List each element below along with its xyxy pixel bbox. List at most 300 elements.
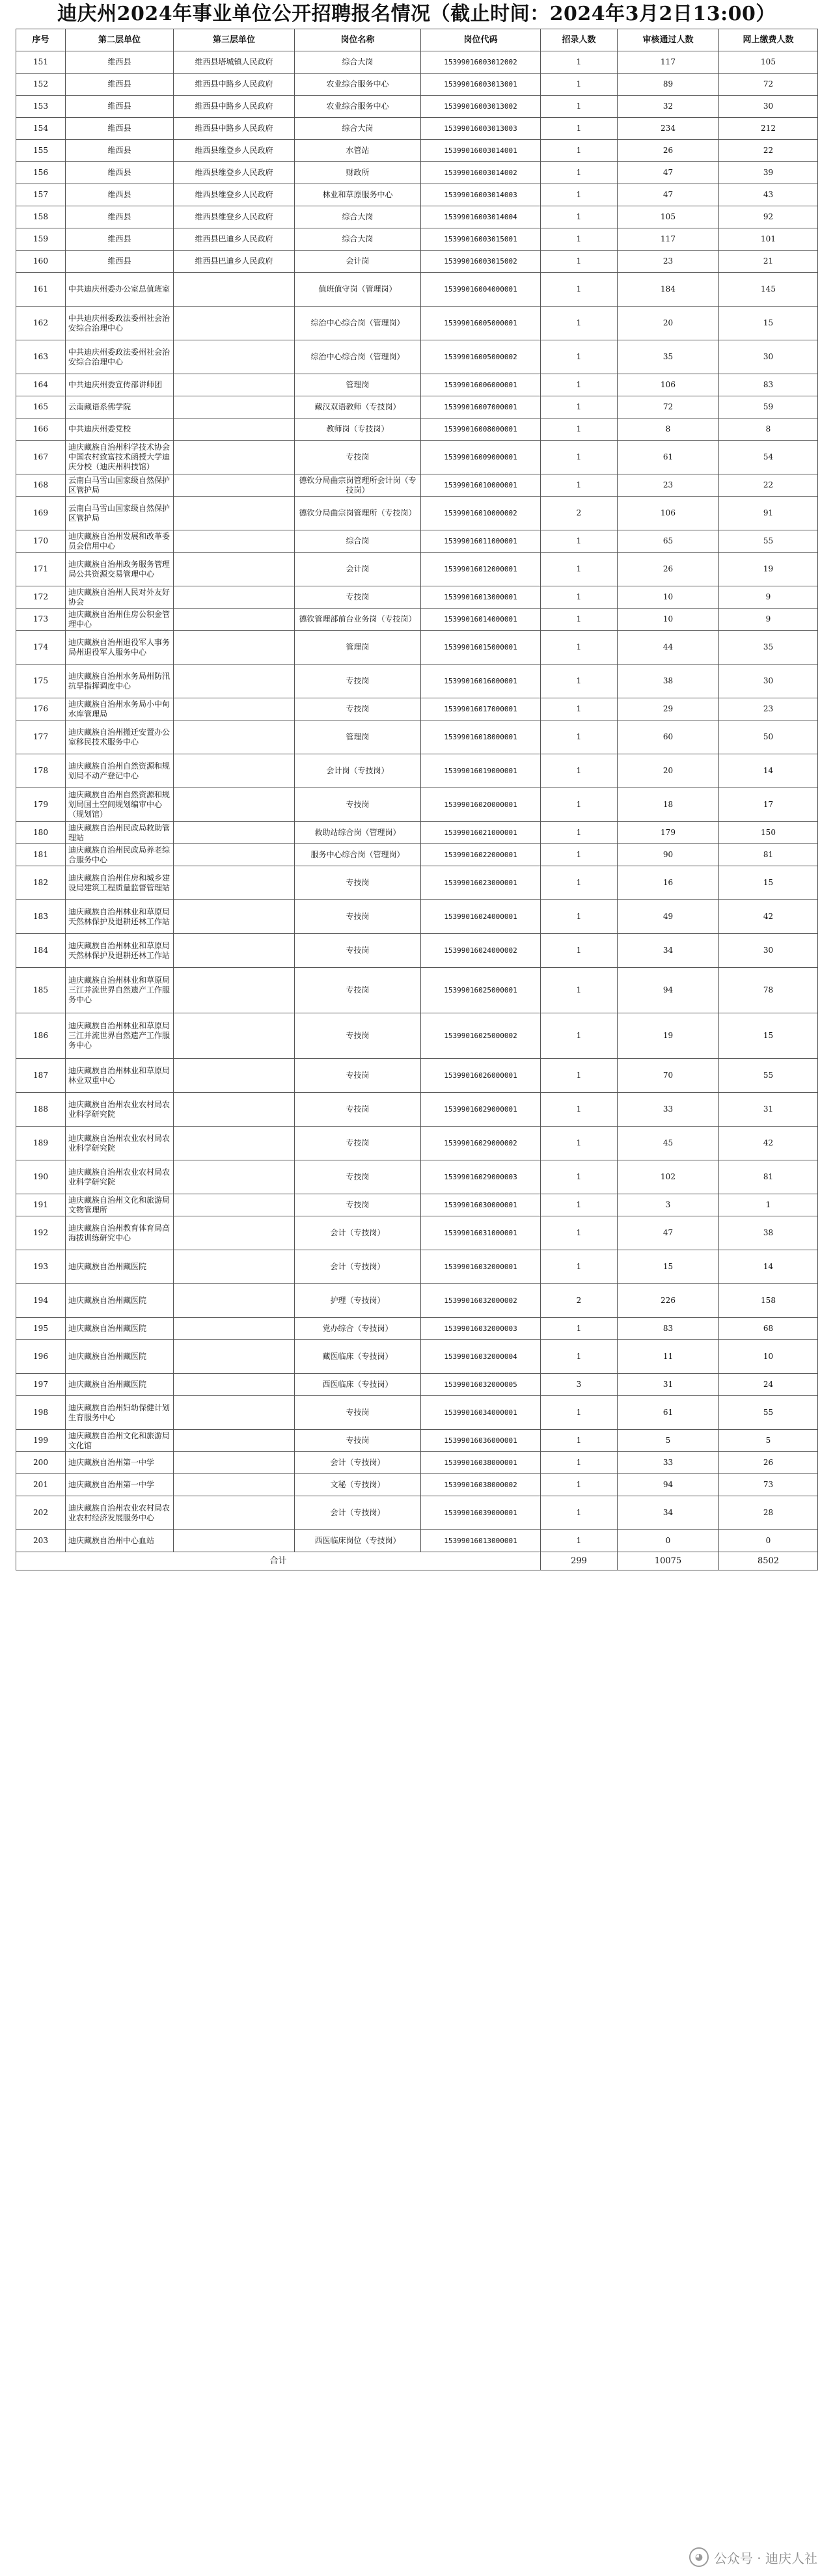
cell-position-name: 专技岗 — [295, 1127, 421, 1160]
cell-position-code: 15399016017000001 — [421, 698, 541, 720]
cell-unit-level3 — [174, 1530, 295, 1552]
cell-position-name: 护理（专技岗） — [295, 1284, 421, 1318]
cell-position-code: 15399016032000003 — [421, 1318, 541, 1340]
cell-unit-level3 — [174, 1430, 295, 1452]
cell-unit-level2: 中共迪庆州委党校 — [66, 418, 174, 441]
cell-unit-level2: 维西县 — [66, 74, 174, 96]
cell-paid-count: 15 — [719, 1013, 818, 1059]
cell-paid-count: 28 — [719, 1496, 818, 1530]
table-row — [16, 665, 818, 698]
cell-unit-level3: 维西县中路乡人民政府 — [174, 118, 295, 140]
cell-paid-count: 78 — [719, 968, 818, 1013]
cell-recruit-count: 1 — [541, 1318, 618, 1340]
cell-position-name: 综治中心综合岗（管理岗） — [295, 340, 421, 374]
cell-position-code: 15399016029000001 — [421, 1093, 541, 1127]
cell-approved-count: 8 — [618, 418, 719, 441]
table-row — [16, 497, 818, 530]
cell-paid-count: 30 — [719, 96, 818, 118]
cell-index: 163 — [16, 340, 66, 374]
cell-unit-level2: 迪庆藏族自治州林业和草原局林业双重中心 — [66, 1059, 174, 1093]
cell-unit-level2: 云南藏语系佛学院 — [66, 396, 174, 418]
cell-unit-level3 — [174, 340, 295, 374]
cell-recruit-count: 1 — [541, 96, 618, 118]
cell-approved-count: 106 — [618, 374, 719, 396]
cell-recruit-count: 1 — [541, 474, 618, 497]
cell-position-name: 专技岗 — [295, 441, 421, 474]
cell-approved-count: 83 — [618, 1318, 719, 1340]
cell-unit-level3 — [174, 1160, 295, 1194]
table-row — [16, 273, 818, 307]
cell-unit-level2: 维西县 — [66, 118, 174, 140]
cell-index: 184 — [16, 934, 66, 968]
cell-unit-level2: 维西县 — [66, 162, 174, 184]
cell-recruit-count: 1 — [541, 273, 618, 307]
cell-position-code: 15399016005000001 — [421, 307, 541, 340]
cell-unit-level3 — [174, 418, 295, 441]
cell-recruit-count: 1 — [541, 844, 618, 866]
cell-position-code: 15399016005000002 — [421, 340, 541, 374]
cell-paid-count: 31 — [719, 1093, 818, 1127]
cell-position-code: 15399016004000001 — [421, 273, 541, 307]
cell-index: 151 — [16, 51, 66, 74]
cell-index: 201 — [16, 1474, 66, 1496]
cell-position-code: 15399016011000001 — [421, 530, 541, 553]
cell-paid-count: 145 — [719, 273, 818, 307]
table-row — [16, 441, 818, 474]
cell-position-code: 15399016003013003 — [421, 118, 541, 140]
cell-position-code: 15399016003013002 — [421, 96, 541, 118]
cell-approved-count: 26 — [618, 140, 719, 162]
cell-index: 159 — [16, 228, 66, 251]
cell-index: 152 — [16, 74, 66, 96]
cell-approved-count: 47 — [618, 184, 719, 206]
cell-recruit-count: 1 — [541, 307, 618, 340]
cell-index: 172 — [16, 586, 66, 609]
cell-unit-level2: 迪庆藏族自治州水务局州防汛抗旱指挥调度中心 — [66, 665, 174, 698]
cell-position-code: 15399016003013001 — [421, 74, 541, 96]
cell-recruit-count: 1 — [541, 900, 618, 934]
header-position-code: 岗位代码 — [421, 29, 541, 51]
cell-position-code: 15399016003015002 — [421, 251, 541, 273]
cell-paid-count: 68 — [719, 1318, 818, 1340]
cell-paid-count: 14 — [719, 1250, 818, 1284]
cell-approved-count: 65 — [618, 530, 719, 553]
cell-unit-level2: 迪庆藏族自治州林业和草原局三江并流世界自然遗产工作服务中心 — [66, 968, 174, 1013]
cell-position-code: 15399016012000001 — [421, 553, 541, 586]
cell-unit-level3 — [174, 1374, 295, 1396]
table-header-row — [16, 29, 818, 51]
cell-position-code: 15399016003014001 — [421, 140, 541, 162]
cell-approved-count: 90 — [618, 844, 719, 866]
table-row — [16, 1430, 818, 1452]
cell-unit-level2: 迪庆藏族自治州藏医院 — [66, 1374, 174, 1396]
table-row — [16, 1160, 818, 1194]
table-row — [16, 788, 818, 822]
cell-position-name: 综合大岗 — [295, 51, 421, 74]
cell-paid-count: 30 — [719, 665, 818, 698]
cell-position-code: 15399016013000001 — [421, 1530, 541, 1552]
cell-position-name: 会计（专技岗） — [295, 1496, 421, 1530]
cell-paid-count: 10 — [719, 1340, 818, 1374]
cell-index: 181 — [16, 844, 66, 866]
cell-position-code: 15399016032000005 — [421, 1374, 541, 1396]
table-row — [16, 1374, 818, 1396]
cell-position-code: 15399016021000001 — [421, 822, 541, 844]
cell-approved-count: 45 — [618, 1127, 719, 1160]
table-row — [16, 1093, 818, 1127]
cell-recruit-count: 1 — [541, 51, 618, 74]
cell-unit-level2: 迪庆藏族自治州自然资源和规划局不动产登记中心 — [66, 754, 174, 788]
cell-recruit-count: 1 — [541, 396, 618, 418]
cell-paid-count: 21 — [719, 251, 818, 273]
cell-approved-count: 10 — [618, 609, 719, 631]
cell-unit-level2: 迪庆藏族自治州教育体育局高海拔训练研究中心 — [66, 1216, 174, 1250]
cell-paid-count: 17 — [719, 788, 818, 822]
cell-recruit-count: 1 — [541, 140, 618, 162]
cell-index: 193 — [16, 1250, 66, 1284]
cell-index: 161 — [16, 273, 66, 307]
cell-position-name: 专技岗 — [295, 1194, 421, 1216]
cell-position-name: 综合大岗 — [295, 206, 421, 228]
cell-approved-count: 23 — [618, 251, 719, 273]
cell-position-name: 藏医临床（专技岗） — [295, 1340, 421, 1374]
cell-position-name: 专技岗 — [295, 1160, 421, 1194]
table-row — [16, 720, 818, 754]
cell-unit-level2: 迪庆藏族自治州住房和城乡建设局建筑工程质量监督管理站 — [66, 866, 174, 900]
cell-approved-count: 47 — [618, 162, 719, 184]
table-row — [16, 1340, 818, 1374]
cell-unit-level3 — [174, 374, 295, 396]
cell-position-code: 15399016008000001 — [421, 418, 541, 441]
cell-paid-count: 42 — [719, 900, 818, 934]
cell-recruit-count: 1 — [541, 1496, 618, 1530]
cell-position-name: 会计（专技岗） — [295, 1452, 421, 1474]
header-approved-count: 审核通过人数 — [618, 29, 719, 51]
cell-index: 173 — [16, 609, 66, 631]
cell-approved-count: 32 — [618, 96, 719, 118]
cell-unit-level2: 迪庆藏族自治州住房公积金管理中心 — [66, 609, 174, 631]
cell-paid-count: 22 — [719, 140, 818, 162]
cell-unit-level3: 维西县维登乡人民政府 — [174, 162, 295, 184]
cell-recruit-count: 3 — [541, 1374, 618, 1396]
cell-position-name: 农业综合服务中心 — [295, 74, 421, 96]
cell-unit-level2: 维西县 — [66, 251, 174, 273]
cell-position-code: 15399016003014003 — [421, 184, 541, 206]
cell-paid-count: 38 — [719, 1216, 818, 1250]
cell-position-name: 林业和草原服务中心 — [295, 184, 421, 206]
cell-index: 182 — [16, 866, 66, 900]
cell-position-code: 15399016039000001 — [421, 1496, 541, 1530]
cell-recruit-count: 1 — [541, 374, 618, 396]
cell-index: 177 — [16, 720, 66, 754]
cell-recruit-count: 1 — [541, 698, 618, 720]
cell-unit-level3 — [174, 698, 295, 720]
table-row — [16, 1059, 818, 1093]
cell-index: 202 — [16, 1496, 66, 1530]
cell-index: 155 — [16, 140, 66, 162]
cell-position-name: 管理岗 — [295, 374, 421, 396]
cell-position-name: 专技岗 — [295, 665, 421, 698]
cell-paid-count: 35 — [719, 631, 818, 665]
cell-index: 157 — [16, 184, 66, 206]
cell-unit-level3 — [174, 1340, 295, 1374]
cell-unit-level3 — [174, 1127, 295, 1160]
cell-unit-level3 — [174, 754, 295, 788]
cell-paid-count: 83 — [719, 374, 818, 396]
cell-approved-count: 35 — [618, 340, 719, 374]
cell-approved-count: 49 — [618, 900, 719, 934]
cell-recruit-count: 1 — [541, 1396, 618, 1430]
table-row — [16, 553, 818, 586]
header-paid-count: 网上缴费人数 — [719, 29, 818, 51]
table-row — [16, 51, 818, 74]
cell-recruit-count: 1 — [541, 530, 618, 553]
cell-unit-level3 — [174, 720, 295, 754]
cell-unit-level3 — [174, 586, 295, 609]
cell-position-name: 党办综合（专技岗） — [295, 1318, 421, 1340]
cell-position-name: 管理岗 — [295, 720, 421, 754]
cell-paid-count: 14 — [719, 754, 818, 788]
table-row — [16, 162, 818, 184]
cell-recruit-count: 1 — [541, 665, 618, 698]
cell-unit-level3 — [174, 441, 295, 474]
table-row — [16, 900, 818, 934]
cell-recruit-count: 1 — [541, 1216, 618, 1250]
cell-unit-level2: 迪庆藏族自治州人民对外友好协会 — [66, 586, 174, 609]
cell-position-code: 15399016034000001 — [421, 1396, 541, 1430]
cell-recruit-count: 1 — [541, 118, 618, 140]
cell-position-name: 专技岗 — [295, 968, 421, 1013]
cell-recruit-count: 1 — [541, 586, 618, 609]
cell-unit-level3 — [174, 1093, 295, 1127]
cell-unit-level2: 迪庆藏族自治州水务局小中甸水库管理局 — [66, 698, 174, 720]
cell-paid-count: 42 — [719, 1127, 818, 1160]
cell-unit-level3 — [174, 396, 295, 418]
cell-approved-count: 94 — [618, 968, 719, 1013]
total-label: 合计 — [16, 1552, 541, 1570]
cell-position-code: 15399016022000001 — [421, 844, 541, 866]
table-row — [16, 1194, 818, 1216]
cell-unit-level2: 迪庆藏族自治州农业农村局农业科学研究院 — [66, 1093, 174, 1127]
cell-unit-level3 — [174, 497, 295, 530]
cell-unit-level3 — [174, 609, 295, 631]
cell-position-code: 15399016025000001 — [421, 968, 541, 1013]
cell-position-code: 15399016006000001 — [421, 374, 541, 396]
cell-index: 175 — [16, 665, 66, 698]
cell-paid-count: 59 — [719, 396, 818, 418]
table-row — [16, 1474, 818, 1496]
cell-unit-level2: 迪庆藏族自治州文化和旅游局文化馆 — [66, 1430, 174, 1452]
table-row — [16, 140, 818, 162]
cell-approved-count: 179 — [618, 822, 719, 844]
cell-position-name: 西医临床（专技岗） — [295, 1374, 421, 1396]
table-row — [16, 184, 818, 206]
cell-position-code: 15399016032000002 — [421, 1284, 541, 1318]
cell-index: 176 — [16, 698, 66, 720]
cell-unit-level3 — [174, 1059, 295, 1093]
cell-index: 164 — [16, 374, 66, 396]
cell-unit-level2: 迪庆藏族自治州林业和草原局三江并流世界自然遗产工作服务中心 — [66, 1013, 174, 1059]
cell-unit-level2: 维西县 — [66, 140, 174, 162]
cell-paid-count: 9 — [719, 586, 818, 609]
cell-unit-level2: 迪庆藏族自治州第一中学 — [66, 1474, 174, 1496]
cell-paid-count: 212 — [719, 118, 818, 140]
cell-position-code: 15399016030000001 — [421, 1194, 541, 1216]
cell-index: 166 — [16, 418, 66, 441]
cell-position-name: 专技岗 — [295, 1430, 421, 1452]
cell-position-code: 15399016003014004 — [421, 206, 541, 228]
cell-index: 169 — [16, 497, 66, 530]
cell-recruit-count: 1 — [541, 720, 618, 754]
cell-position-code: 15399016036000001 — [421, 1430, 541, 1452]
table-row — [16, 1496, 818, 1530]
cell-position-code: 15399016031000001 — [421, 1216, 541, 1250]
table-row — [16, 340, 818, 374]
cell-approved-count: 29 — [618, 698, 719, 720]
cell-unit-level3 — [174, 788, 295, 822]
cell-approved-count: 33 — [618, 1452, 719, 1474]
cell-index: 195 — [16, 1318, 66, 1340]
table-row — [16, 307, 818, 340]
cell-paid-count: 1 — [719, 1194, 818, 1216]
cell-paid-count: 55 — [719, 530, 818, 553]
cell-index: 186 — [16, 1013, 66, 1059]
cell-paid-count: 30 — [719, 934, 818, 968]
cell-approved-count: 38 — [618, 665, 719, 698]
cell-paid-count: 81 — [719, 1160, 818, 1194]
cell-position-name: 教师岗（专技岗） — [295, 418, 421, 441]
cell-unit-level3 — [174, 1284, 295, 1318]
watermark — [689, 2547, 817, 2567]
cell-approved-count: 226 — [618, 1284, 719, 1318]
cell-unit-level3 — [174, 665, 295, 698]
cell-index: 178 — [16, 754, 66, 788]
table-row — [16, 474, 818, 497]
cell-paid-count: 8 — [719, 418, 818, 441]
total-paid-count: 8502 — [719, 1552, 818, 1570]
cell-unit-level3 — [174, 968, 295, 1013]
cell-position-name: 专技岗 — [295, 900, 421, 934]
table-row — [16, 96, 818, 118]
cell-approved-count: 94 — [618, 1474, 719, 1496]
cell-unit-level3 — [174, 1250, 295, 1284]
cell-paid-count: 50 — [719, 720, 818, 754]
cell-unit-level3: 维西县中路乡人民政府 — [174, 96, 295, 118]
cell-paid-count: 55 — [719, 1059, 818, 1093]
cell-recruit-count: 1 — [541, 228, 618, 251]
cell-recruit-count: 1 — [541, 968, 618, 1013]
cell-position-code: 15399016007000001 — [421, 396, 541, 418]
cell-approved-count: 23 — [618, 474, 719, 497]
header-unit-level3: 第三层单位 — [174, 29, 295, 51]
cell-approved-count: 20 — [618, 307, 719, 340]
cell-unit-level3 — [174, 900, 295, 934]
header-unit-level2: 第二层单位 — [66, 29, 174, 51]
table-row — [16, 1452, 818, 1474]
cell-approved-count: 15 — [618, 1250, 719, 1284]
cell-unit-level2: 迪庆藏族自治州文化和旅游局文物管理所 — [66, 1194, 174, 1216]
cell-unit-level3 — [174, 530, 295, 553]
cell-position-code: 15399016010000002 — [421, 497, 541, 530]
cell-recruit-count: 1 — [541, 418, 618, 441]
total-approved-count: 10075 — [618, 1552, 719, 1570]
cell-unit-level2: 迪庆藏族自治州林业和草原局天然林保护及退耕还林工作站 — [66, 900, 174, 934]
cell-unit-level3 — [174, 631, 295, 665]
cell-unit-level3 — [174, 1194, 295, 1216]
cell-index: 198 — [16, 1396, 66, 1430]
cell-recruit-count: 1 — [541, 609, 618, 631]
cell-position-name: 农业综合服务中心 — [295, 96, 421, 118]
cell-position-code: 15399016032000001 — [421, 1250, 541, 1284]
cell-recruit-count: 1 — [541, 340, 618, 374]
cell-approved-count: 61 — [618, 1396, 719, 1430]
cell-paid-count: 55 — [719, 1396, 818, 1430]
cell-recruit-count: 1 — [541, 631, 618, 665]
cell-recruit-count: 1 — [541, 822, 618, 844]
cell-position-name: 德钦分局曲宗岗管理所会计岗（专技岗） — [295, 474, 421, 497]
cell-unit-level2: 维西县 — [66, 96, 174, 118]
table-row — [16, 206, 818, 228]
total-row — [16, 1552, 818, 1570]
cell-approved-count: 70 — [618, 1059, 719, 1093]
cell-position-name: 救助站综合岗（管理岗） — [295, 822, 421, 844]
cell-position-name: 专技岗 — [295, 1059, 421, 1093]
cell-paid-count: 22 — [719, 474, 818, 497]
table-row — [16, 609, 818, 631]
cell-position-name: 专技岗 — [295, 1093, 421, 1127]
cell-approved-count: 11 — [618, 1340, 719, 1374]
cell-position-name: 综合岗 — [295, 530, 421, 553]
cell-index: 189 — [16, 1127, 66, 1160]
cell-unit-level2: 迪庆藏族自治州藏医院 — [66, 1250, 174, 1284]
cell-recruit-count: 1 — [541, 1474, 618, 1496]
cell-paid-count: 9 — [719, 609, 818, 631]
cell-unit-level3 — [174, 1216, 295, 1250]
cell-position-name: 值班值守岗（管理岗） — [295, 273, 421, 307]
cell-recruit-count: 1 — [541, 1194, 618, 1216]
cell-paid-count: 23 — [719, 698, 818, 720]
cell-unit-level2: 迪庆藏族自治州农业农村局农业农村经济发展服务中心 — [66, 1496, 174, 1530]
cell-position-name: 综合大岗 — [295, 118, 421, 140]
cell-recruit-count: 1 — [541, 788, 618, 822]
cell-position-name: 文秘（专技岗） — [295, 1474, 421, 1496]
cell-unit-level2: 迪庆藏族自治州搬迁安置办公室移民技术服务中心 — [66, 720, 174, 754]
cell-paid-count: 0 — [719, 1530, 818, 1552]
cell-position-code: 15399016025000002 — [421, 1013, 541, 1059]
cell-position-name: 会计岗 — [295, 553, 421, 586]
cell-paid-count: 105 — [719, 51, 818, 74]
cell-unit-level2: 中共迪庆州委政法委州社会治安综合治理中心 — [66, 307, 174, 340]
cell-approved-count: 34 — [618, 934, 719, 968]
cell-index: 162 — [16, 307, 66, 340]
cell-unit-level2: 维西县 — [66, 184, 174, 206]
table-row — [16, 754, 818, 788]
cell-unit-level2: 迪庆藏族自治州民政局救助管理站 — [66, 822, 174, 844]
cell-unit-level3 — [174, 844, 295, 866]
cell-position-code: 15399016003015001 — [421, 228, 541, 251]
cell-unit-level2: 迪庆藏族自治州科学技术协会中国农村致富技术函授大学迪庆分校（迪庆州科技馆） — [66, 441, 174, 474]
cell-approved-count: 72 — [618, 396, 719, 418]
cell-position-name: 专技岗 — [295, 866, 421, 900]
cell-unit-level3: 维西县中路乡人民政府 — [174, 74, 295, 96]
cell-paid-count: 158 — [719, 1284, 818, 1318]
header-recruit-count: 招录人数 — [541, 29, 618, 51]
cell-unit-level2: 中共迪庆州委宣传部讲师团 — [66, 374, 174, 396]
cell-approved-count: 105 — [618, 206, 719, 228]
cell-unit-level3 — [174, 1496, 295, 1530]
cell-position-code: 15399016016000001 — [421, 665, 541, 698]
cell-paid-count: 5 — [719, 1430, 818, 1452]
